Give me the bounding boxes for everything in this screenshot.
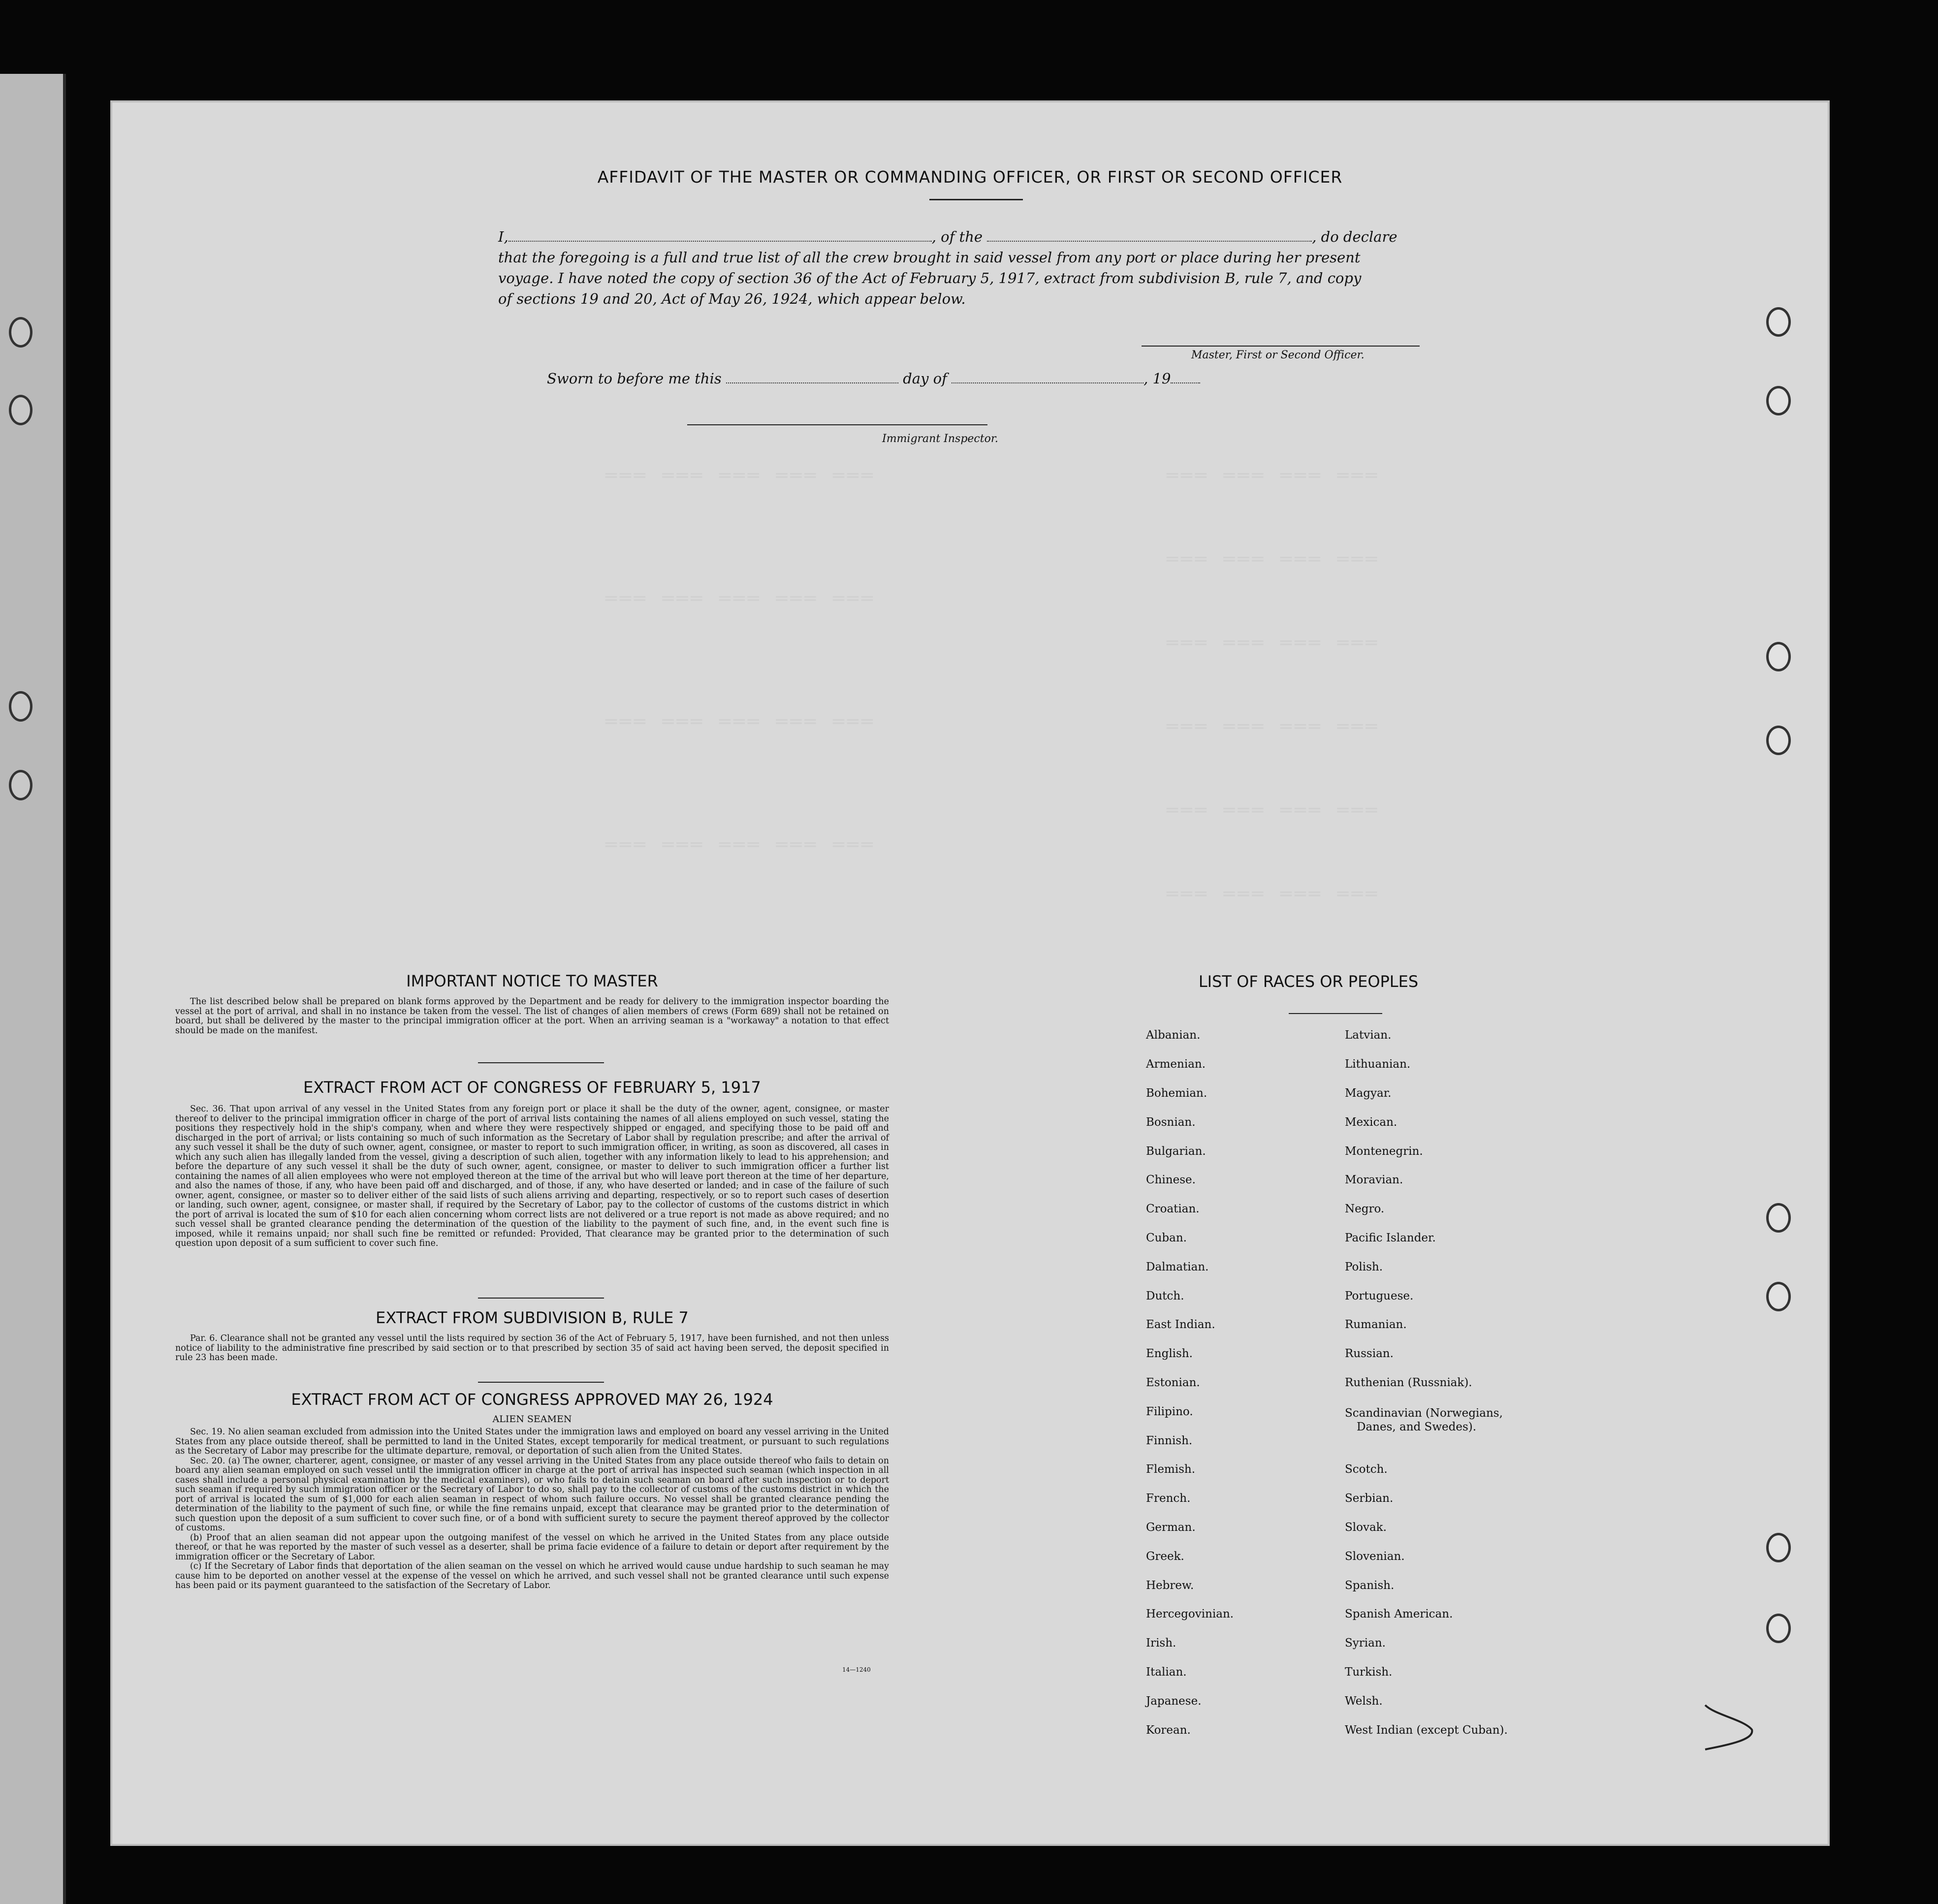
race-item: Finnish. [1146, 1434, 1193, 1447]
sworn-year: , 19 [1144, 370, 1171, 387]
race-item: Serbian. [1345, 1492, 1394, 1505]
race-item: Italian. [1146, 1666, 1187, 1679]
race-item: Dutch. [1146, 1290, 1184, 1302]
race-item: East Indian. [1146, 1318, 1215, 1331]
extract-rule-7-text: Par. 6. Clearance shall not be granted any vessel until the lists required by section 36 of the Act of February 5, 1917, have been furnished, and not then unless notice of liability to the administrative fine prescribed by said section or to that prescribed by section 35 of said act having been served, the deposit specified in rule 23 has been made. [175, 1333, 889, 1363]
race-item: Estonian. [1146, 1376, 1200, 1389]
sec-19-text: Sec. 19. No alien seaman excluded from admission into the United States under the immigration laws and employed on board any vessel arriving in the United States from any place outside thereof, shall be permitted to land in the United States, except temporarily for medical treatment, or pursuant to such regulations as the Secretary of Labor may prescribe for the ultimate departure, removal, or deportation of such alien from the United States. [175, 1427, 889, 1456]
section-rule [478, 1062, 604, 1063]
races-title: LIST OF RACES OR PEOPLES [1198, 972, 1419, 991]
binder-hole [9, 770, 32, 800]
race-item: Croatian. [1146, 1203, 1200, 1215]
extract-1924-title: EXTRACT FROM ACT OF CONGRESS APPROVED MAY 26, 1924 [291, 1390, 773, 1409]
race-item: Danes, and Swedes). [1357, 1421, 1477, 1433]
alien-seamen-subtitle: ALIEN SEAMEN [492, 1414, 572, 1425]
race-item: Bulgarian. [1146, 1145, 1206, 1158]
signature-label: Master, First or Second Officer. [1191, 349, 1365, 361]
race-item: Lithuanian. [1345, 1058, 1411, 1071]
race-item: Spanish American. [1345, 1608, 1453, 1620]
race-item: Dalmatian. [1146, 1261, 1209, 1273]
punch-hole [1766, 1282, 1791, 1311]
inspector-label: Immigrant Inspector. [882, 433, 998, 445]
race-item: Filipino. [1146, 1405, 1193, 1418]
extract-rule-7-title: EXTRACT FROM SUBDIVISION B, RULE 7 [376, 1308, 689, 1327]
binder-hole [9, 317, 32, 348]
race-item: Pacific Islander. [1345, 1232, 1436, 1244]
sec-20b-text: (b) Proof that an alien seaman did not appear upon the outgoing manifest of the vessel on which he arrived in the United States from any place outside thereof, or that he was reported by the master of such vessel as a deserter, shall be prima facie evidence of a failure to detain or deport after requirement by the immigration officer or the Secretary of Labor. [175, 1532, 889, 1562]
punch-hole [1766, 642, 1791, 671]
declaration-of-the: , of the [931, 228, 983, 245]
race-item: Polish. [1345, 1261, 1383, 1273]
race-item: English. [1146, 1347, 1193, 1360]
notice-text: The list described below shall be prepared on blank forms approved by the Department and be ready for delivery to the immigration inspector boarding the vessel at the port of arrival, and shall in no instance be taken from the vessel. The list of changes of alien members of crews (Form 689) shall not be retained on board, but shall be delivered by the master to the principal immigration officer at the port. When an arriving seaman is a "workaway" a notation to that effect should be made on the manifest. [175, 997, 889, 1036]
declaration-suffix: , do declare [1312, 228, 1398, 245]
race-item: Bosnian. [1146, 1116, 1196, 1129]
sworn-day-of: day of [903, 370, 947, 387]
document-page: ═══ ═══ ═══ ═══ ═══ ═══ ═══ ═══ ═══ ═══ ═══ ═══ ═══ ═══ ═══ ═══ ═══ ═══ ═══ ═══ ═══ ═══ ═══ ═══ ═══ ═══ ═══ ═══ ═══ ═══ ═══ ═══ ═══ ═══ ═══ ═══ ═══ ═══ ═══ ═══ ═══ ═══ ═══ ═══ AFFIDAVIT OF THE MASTER OR COMMANDING OFFICER, OR FIRST OR SECOND OFFICER I, , of the , do declare that the foregoing is a full and true list of all the crew brought in said vessel from any port or place during her present voyage. I have noted the copy of section 36 of the Act of February 5, 1917, extract from subdivision B, rule 7, and copy of sections 19 and 20, Act of May 26, 1924, which appear below. Master, First or Second Officer. Sworn to before me this day of , 19 Immigrant Inspector. IMPORTANT NOTICE TO MASTER The list described below shall be prepared on blank forms approved by the Department and be ready for delivery to the immigration inspector boarding the vessel at the port of arrival, and shall in no instance be taken from the vessel. The list of changes of alien members of crews (Form 689) shall not be retained on board, but shall be delivered by the master to the principal immigration officer at the port. When an arriving seaman is a "workaway" a notation to that effect should be made on the manifest. EXTRACT FROM ACT OF CONGRESS OF FEBRUARY 5, 1917 Sec. 36. That upon arrival of any vessel in the United States from any foreign port or place it shall be the duty of the owner, agent, consignee, or master thereof to deliver to the principal immigration officer in charge of the port of arrival lists containing the names of all aliens employed on such vessel, stating the positions they respectively hold in the ship's company, when and where they were respectively shipped or engaged, and specifying those to be paid off and discharged in the port of arrival; or lists containing so much of such information as the Secretary of Labor shall by regulation prescribe; and after the arrival of any such vessel it shall be the duty of such owner, agent, consignee, or master to report to such immigration officer, in writing, as soon as discovered, all cases in which any such alien has illegally landed from the vessel, giving a description of such alien, together with any information likely to lead to his apprehension; and before the departure of any such vessel it shall be the duty of such owner, agent, consignee, or master to deliver to such immigration officer a further list containing the names of all alien employees who were not employed thereon at the time of the arrival but who will leave port thereon at the time of her departure, and also the names of those, if any, who have been paid off and discharged, and of those, if any, who have deserted or landed; and in case of the failure of such owner, agent, consignee, or master so to deliver either of the said lists of such aliens arriving and departing, respectively, or so to report such cases of desertion or landing, such owner, agent, consignee, or master shall, if required by the Secretary of Labor, pay to the collector of customs of the customs district in which the port of arrival is located the sum of $10 for each alien concerning whom correct lists are not delivered or a true report is not made as above required; and no such vessel shall be granted clearance pending the determination of the question of the liability to the payment of such fine, and, in the event such fine is imposed, while it remains unpaid; nor shall such fine be remitted or refunded: Provided, That clearance may be granted prior to the determination of such question upon deposit of a sum sufficient to cover such fine. EXTRACT FROM SUBDIVISION B, RULE 7 Par. 6. Clearance shall not be granted any vessel until the lists required by section 36 of the Act of February 5, 1917, have been furnished, and not then unless notice of liability to the administrative fine prescribed by said section or to that prescribed by section 35 of said act having been served, the deposit specified in rule 23 has been made. EXTRACT FROM ACT OF CONGRESS APPROVED MAY 26, 1924 ALIEN SEAMEN Sec. 19. No alien seaman excluded from admission into the United States under the immigration laws and employed on board any vessel arriving in the United States from any place outside thereof, shall be permitted to land in the United States, except temporarily for medical treatment, or pursuant to such regulations as the Secretary of Labor may prescribe for the ultimate departure, removal, or deportation of such alien from the United States. Sec. 20. (a) The owner, charterer, agent, consignee, or master of any vessel arriving in the United States from any place outside thereof who fails to detain on board any alien seaman employed on such vessel until the immigration officer in charge at the port of arrival has inspected such seaman (which inspection in all cases shall include a personal physical examination by the medical examiners), or who fails to detain such seaman on board after such inspection or to deport such seaman if required by such immigration officer or the Secretary of Labor to do so, shall pay to the collector of customs of the customs district in which the port of arrival is located the sum of $1,000 for each alien seaman in respect of whom such failure occurs. No vessel shall be granted clearance pending the determination of the liability to the payment of such fine, or while the fine remains unpaid, except that clearance may be granted prior to the determination of such question upon the deposit of a sum sufficient to cover such fine, or of a bond with sufficient surety to secure the payment thereof approved by the collector of customs. (b) Proof that an alien seaman did not appear upon the outgoing manifest of the vessel on which he arrived in the United States from any place outside thereof, or that he was reported by the master of such vessel as a deserter, shall be prima facie evidence of a failure to detain or deport after requirement by the immigration officer or the Secretary of Labor. (c) If the Secretary of Labor finds that deportation of the alien seaman on the vessel on which he arrived would cause undue hardship to such seaman he may cause him to be deported on another vessel at the expense of the vessel on which he arrived, and such vessel shall not be granted clearance until such expense has been paid or its payment guaranteed to the satisfaction of the Secretary of Labor. 14—1240 LIST OF RACES OR PEOPLES Albanian. Armenian. Bohemian. Bosnian. Bulgarian. Chinese. Croatian. Cuban. Dalmatian. Dutch. East Indian. English. Estonian. Filipino. Finnish. Flemish. French. German. Greek. Hebrew. Hercegovinian. Irish. Italian. Japanese. Korean. Latvian. Lithuanian. Magyar. Mexican. Montenegrin. Moravian. Negro. Pacific Islander. Polish. Portuguese. Rumanian. Russian. Ruthenian (Russniak). Scandinavian (Norwegians, Danes, and Swedes). Scotch. Serbian. Slovak. Slovenian. Spanish. Spanish American. Syrian. Turkish. Welsh. West Indian (except Cuban). [110, 100, 1830, 1846]
race-item: Portuguese. [1345, 1290, 1414, 1302]
inspector-signature-line [687, 424, 987, 425]
declaration-prefix: I, [498, 228, 508, 245]
race-item: Bohemian. [1146, 1087, 1207, 1100]
section-rule [478, 1382, 604, 1383]
form-number: 14—1240 [842, 1666, 871, 1673]
title-rule [929, 199, 1023, 200]
sworn-day-blank [726, 382, 898, 383]
pencil-mark [1690, 1695, 1759, 1754]
punch-hole [1766, 386, 1791, 415]
sworn-text: Sworn to before me this [547, 370, 722, 387]
extract-1917-text: Sec. 36. That upon arrival of any vessel in the United States from any foreign port or place it shall be the duty of the owner, agent, consignee, or master thereof to deliver to the principal immigration officer in charge of the port of arrival lists containing the names of all aliens employed on such vessel, stating the positions they respectively hold in the ship's company, when and where they were respectively shipped or engaged, and specifying those to be paid off and discharged in the port of arrival; or lists containing so much of such information as the Secretary of Labor shall by regulation prescribe; and after the arrival of any such vessel it shall be the duty of such owner, agent, consignee, or master to report to such immigration officer, in writing, as soon as discovered, all cases in which any such alien has illegally landed from the vessel, giving a description of such alien, together with any information likely to lead to his apprehension; and before the departure of any such vessel it shall be the duty of such owner, agent, consignee, or master to deliver to such immigration officer a further list containing the names of all alien employees who were not employed thereon at the time of the arrival but who will leave port thereon at the time of her departure, and also the names of those, if any, who have been paid off and discharged, and of those, if any, who have deserted or landed; and in case of the failure of such owner, agent, consignee, or master so to deliver either of the said lists of such aliens arriving and departing, respectively, or so to report such cases of desertion or landing, such owner, agent, consignee, or master shall, if required by the Secretary of Labor, pay to the collector of customs of the customs district in which the port of arrival is located the sum of $10 for each alien concerning whom correct lists are not delivered or a true report is not made as above required; and no such vessel shall be granted clearance pending the determination of the question of the liability to the payment of such fine, and, in the event such fine is imposed, while it remains unpaid; nor shall such fine be remitted or refunded: Provided, That clearance may be granted prior to the determination of such question upon deposit of a sum sufficient to cover such fine. [175, 1104, 889, 1248]
race-item: Hercegovinian. [1146, 1608, 1234, 1620]
race-item: Hebrew. [1146, 1579, 1194, 1592]
adjacent-page-strip [0, 74, 66, 1904]
declaration-line [498, 226, 1571, 247]
race-item: Scotch. [1345, 1463, 1388, 1476]
signature-line [1142, 346, 1420, 347]
race-item: Latvian. [1345, 1029, 1392, 1042]
race-item: Scandinavian (Norwegians, [1345, 1407, 1503, 1420]
declaration-line-3: voyage. I have noted the copy of section 36 of the Act of February 5, 1917, extract from subdivision B, rule 7, and copy [498, 270, 1362, 286]
extract-1917 [175, 1078, 889, 1249]
extract-rule-7 [175, 1308, 889, 1363]
race-item: Korean. [1146, 1724, 1191, 1737]
race-item: Cuban. [1146, 1232, 1187, 1244]
race-item: Spanish. [1345, 1579, 1395, 1592]
race-item: Montenegrin. [1345, 1145, 1423, 1158]
race-item: Ruthenian (Russniak). [1345, 1376, 1472, 1389]
race-item: German. [1146, 1521, 1196, 1534]
race-item: Albanian. [1146, 1029, 1201, 1042]
races-rule [1289, 1013, 1382, 1014]
declaration-line-2: that the foregoing is a full and true list of all the crew brought in said vessel from any port or place during her present [498, 249, 1361, 266]
race-item: Syrian. [1345, 1637, 1386, 1650]
punch-hole [1766, 1614, 1791, 1643]
race-item: Mexican. [1345, 1116, 1398, 1129]
important-notice [175, 972, 889, 1036]
notice-title: IMPORTANT NOTICE TO MASTER [406, 972, 658, 990]
declaration-line-4: of sections 19 and 20, Act of May 26, 1924, which appear below. [498, 290, 966, 307]
sworn-year-blank [1171, 382, 1200, 383]
race-item: Greek. [1146, 1550, 1184, 1563]
sworn-line [547, 370, 1200, 387]
name-blank [508, 241, 932, 242]
binder-hole [9, 691, 32, 722]
race-item: Irish. [1146, 1637, 1176, 1650]
affidavit-text [498, 226, 1571, 309]
race-item: West Indian (except Cuban). [1345, 1724, 1508, 1737]
sworn-month-blank [952, 382, 1144, 383]
race-item: Slovenian. [1345, 1550, 1405, 1563]
race-item: French. [1146, 1492, 1191, 1505]
race-item: Flemish. [1146, 1463, 1196, 1476]
punch-hole [1766, 307, 1791, 337]
race-item: Armenian. [1146, 1058, 1206, 1071]
vessel-blank [987, 241, 1312, 242]
race-item: Negro. [1345, 1203, 1385, 1215]
race-item: Russian. [1345, 1347, 1394, 1360]
race-item: Moravian. [1345, 1174, 1403, 1186]
race-item: Welsh. [1345, 1695, 1383, 1708]
punch-hole [1766, 1203, 1791, 1233]
race-item: Magyar. [1345, 1087, 1392, 1100]
extract-1924 [175, 1390, 889, 1591]
section-rule [478, 1298, 604, 1299]
race-item: Turkish. [1345, 1666, 1393, 1679]
extract-1917-title: EXTRACT FROM ACT OF CONGRESS OF FEBRUARY 5, 1917 [303, 1078, 761, 1097]
sec-20c-text: (c) If the Secretary of Labor finds that deportation of the alien seaman on the vessel on which he arrived would cause undue hardship to such seaman he may cause him to be deported on another vessel at the expense of the vessel on which he arrived, and such vessel shall not be granted clearance until such expense has been paid or its payment guaranteed to the satisfaction of the Secretary of Labor. [175, 1561, 889, 1590]
sec-20a-text: Sec. 20. (a) The owner, charterer, agent, consignee, or master of any vessel arriving in the United States from any place outside thereof who fails to detain on board any alien seaman employed on such vessel until the immigration officer in charge at the port of arrival has inspected such seaman (which inspection in all cases shall include a personal physical examination by the medical examiners), or who fails to detain such seaman on board after such inspection or to deport such seaman if required by such immigration officer or the Secretary of Labor to do so, shall pay to the collector of customs of the customs district in which the port of arrival is located the sum of $1,000 for each alien seaman in respect of whom such failure occurs. No vessel shall be granted clearance pending the determination of the liability to the payment of such fine, or while the fine remains unpaid, except that clearance may be granted prior to the determination of such question upon the deposit of a sum sufficient to cover such fine, or of a bond with sufficient surety to secure the payment thereof approved by the collector of customs. [175, 1456, 889, 1533]
punch-hole [1766, 726, 1791, 755]
race-item: Rumanian. [1345, 1318, 1407, 1331]
affidavit-title: AFFIDAVIT OF THE MASTER OR COMMANDING OFFICER, OR FIRST OR SECOND OFFICER [597, 167, 1343, 187]
race-item: Slovak. [1345, 1521, 1387, 1534]
binder-hole [9, 395, 32, 425]
race-item: Chinese. [1146, 1174, 1196, 1186]
race-item: Japanese. [1146, 1695, 1202, 1708]
punch-hole [1766, 1533, 1791, 1562]
